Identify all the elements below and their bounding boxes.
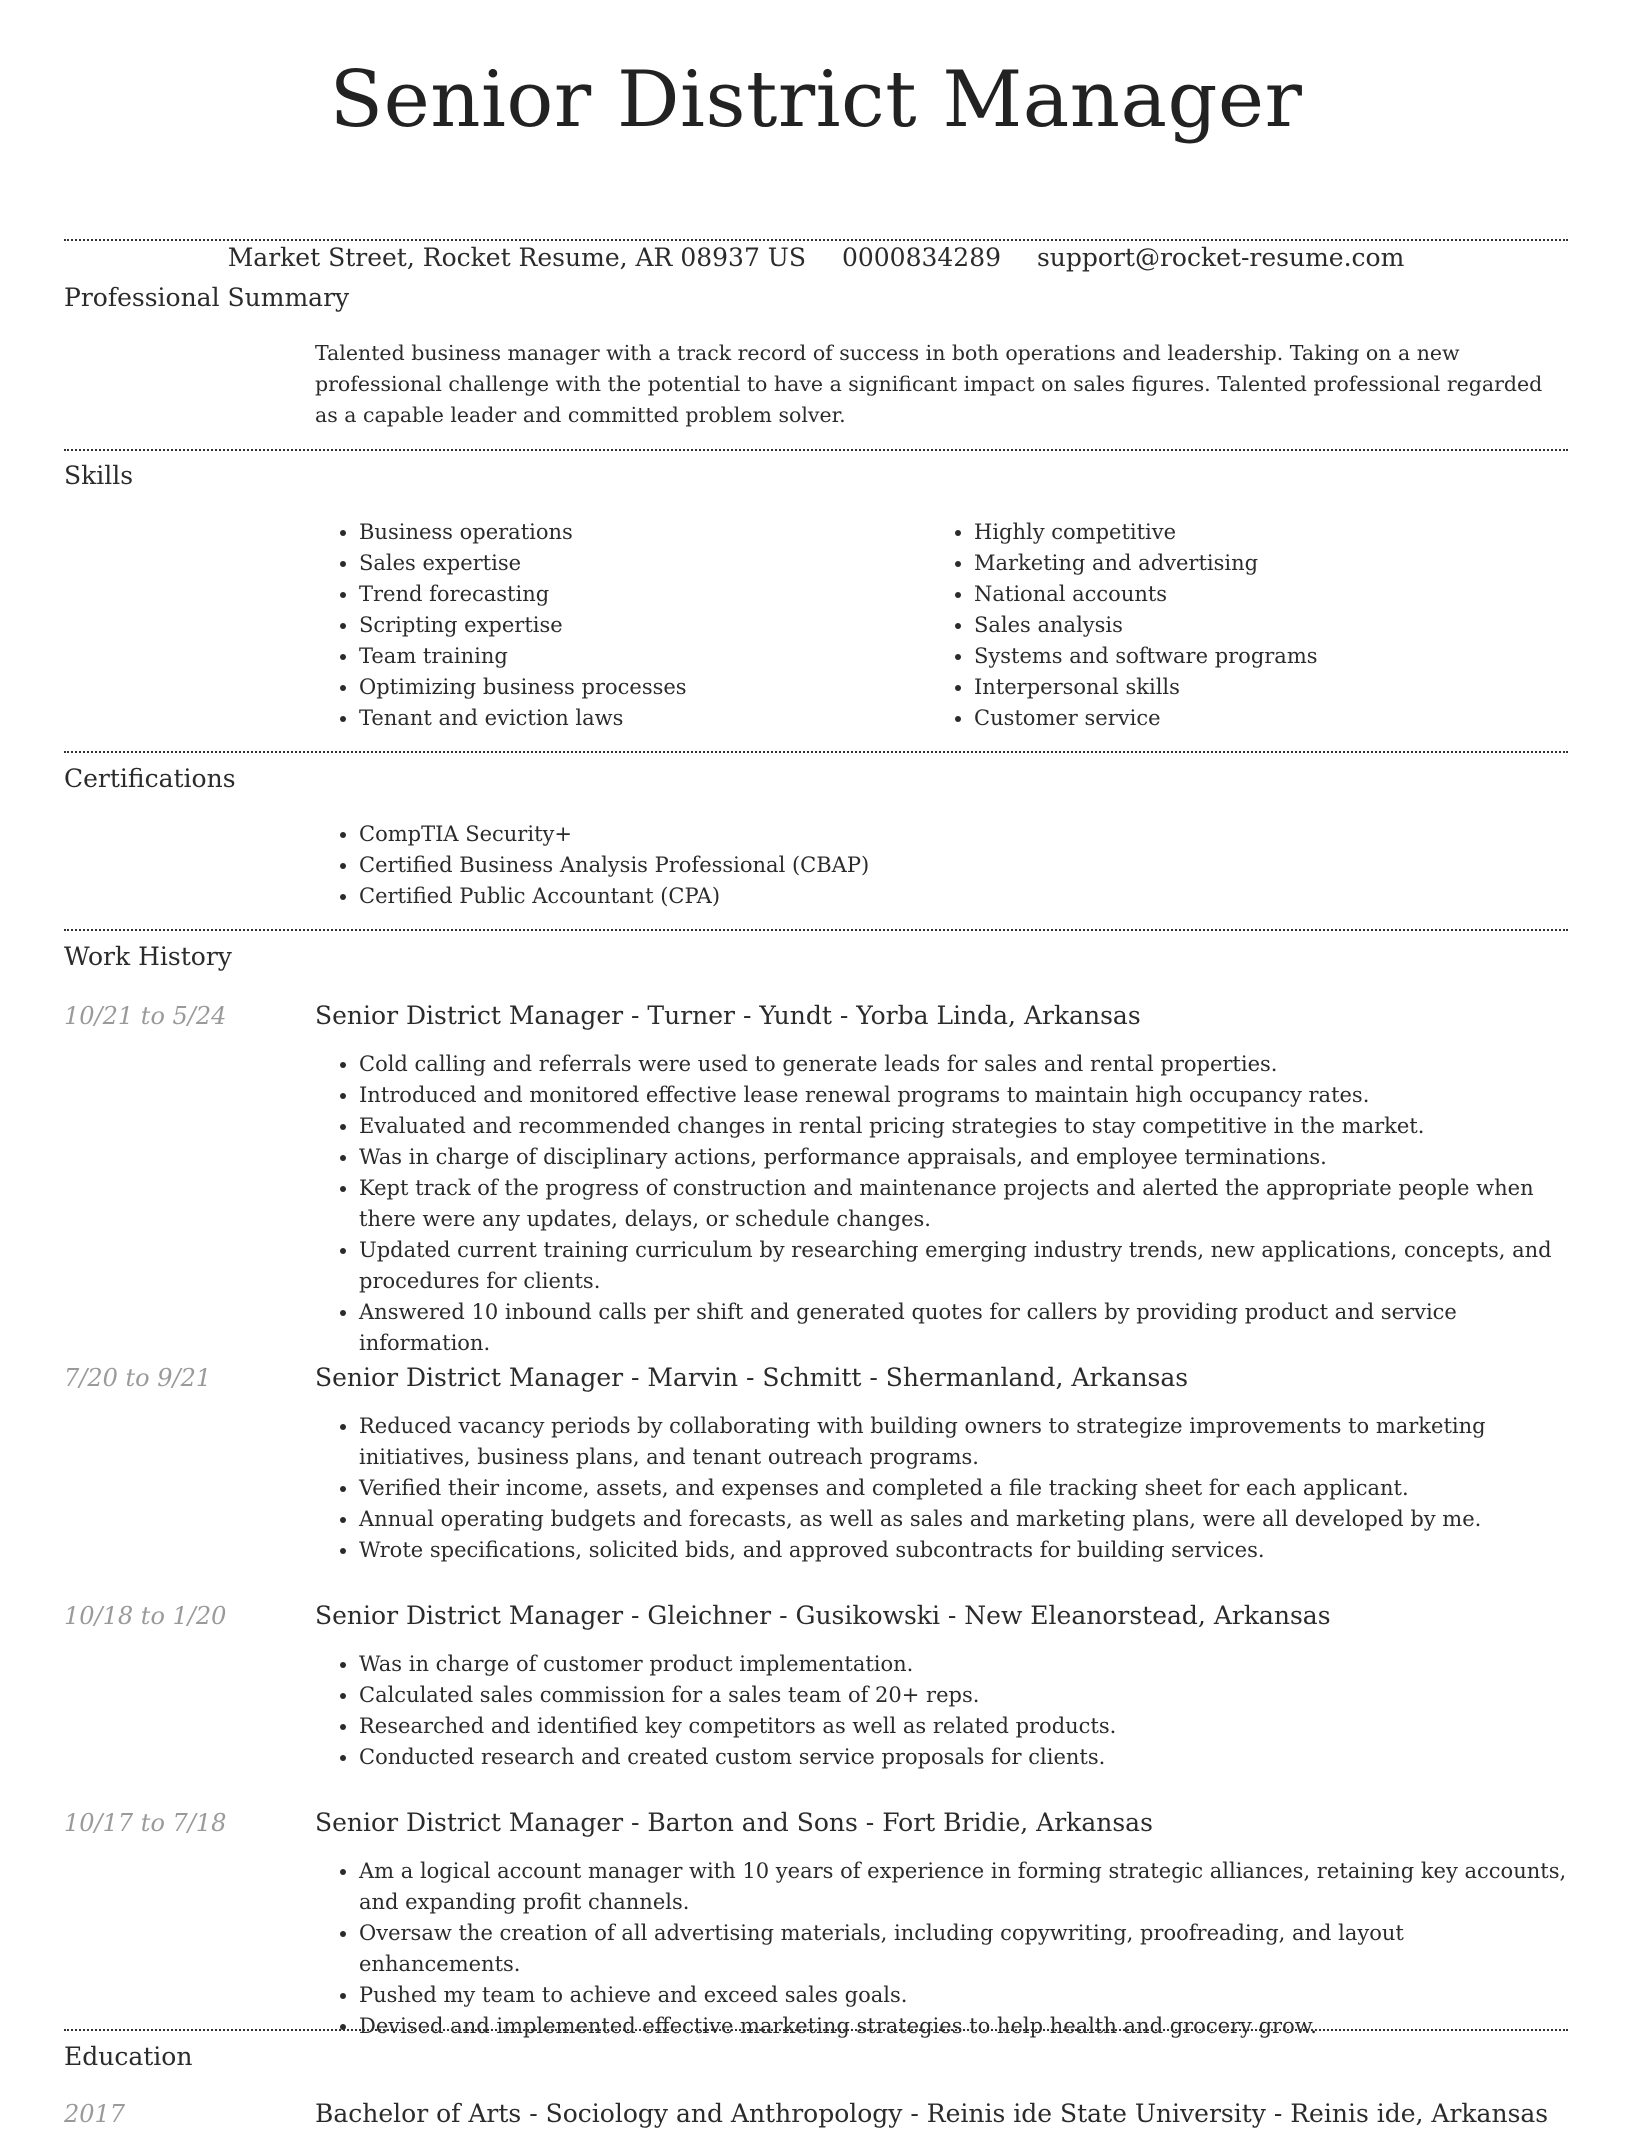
job-dates: 10/21 to 5/24 — [64, 1002, 227, 1030]
job-bullet: • Conducted research and created custom service proposals for clients. — [359, 1742, 1570, 1773]
job-dates: 7/20 to 9/21 — [64, 1364, 212, 1392]
skill-item: • Business operations — [359, 517, 930, 548]
certification-item: • Certified Public Accountant (CPA) — [359, 881, 1565, 912]
job-bullet: • Kept track of the progress of construction and maintenance projects and alerted the appropriate people when there were any updates, delays, or schedule changes. — [359, 1173, 1570, 1235]
skill-item: • National accounts — [974, 579, 1550, 610]
resume-page — [64, 0, 1568, 2128]
contact-phone: 0000834289 — [841, 243, 1002, 272]
education-entry: Bachelor of Arts - Sociology and Anthropology - Reinis ide State University - Reinis ide, Arkansas — [315, 2099, 1549, 2128]
skill-item: • Sales expertise — [359, 548, 930, 579]
job-bullet: • Calculated sales commission for a sales team of 20+ reps. — [359, 1680, 1570, 1711]
skills-right-column — [930, 517, 1550, 734]
skill-item: • Trend forecasting — [359, 579, 930, 610]
job-bullets — [315, 1649, 1570, 1773]
summary-text: Talented business manager with a track record of success in both operations and leadership. Taking on a new professional challenge with the potential to have a significant impact on sales figures. Talented professional regarded as a capable leader and committed problem solver. — [315, 341, 1543, 427]
skill-item: • Highly competitive — [974, 517, 1550, 548]
education-heading: Education — [64, 2042, 193, 2071]
job-bullet: • Answered 10 inbound calls per shift and generated quotes for callers by providing product and service information. — [359, 1297, 1570, 1359]
job-bullet: • Annual operating budgets and forecasts, as well as sales and marketing plans, were all developed by me. — [359, 1504, 1570, 1535]
work-history-heading: Work History — [64, 942, 232, 971]
contact-line — [64, 242, 1568, 274]
contact-address: Market Street, Rocket Resume, AR 08937 US — [227, 243, 806, 272]
skill-item: • Tenant and eviction laws — [359, 703, 930, 734]
certification-item: • Certified Business Analysis Professional (CBAP) — [359, 850, 1565, 881]
skill-item: • Customer service — [974, 703, 1550, 734]
certifications-list — [315, 819, 1565, 912]
skill-item: • Sales analysis — [974, 610, 1550, 641]
contact-email[interactable]: support@rocket-resume.com — [1036, 243, 1405, 272]
divider — [64, 929, 1568, 931]
divider — [64, 2029, 1568, 2031]
summary-heading: Professional Summary — [64, 283, 350, 312]
job-title: Senior District Manager - Turner - Yundt - Yorba Linda, Arkansas — [315, 1001, 1141, 1030]
skill-item: • Optimizing business processes — [359, 672, 930, 703]
job-bullet: • Researched and identified key competitors as well as related products. — [359, 1711, 1570, 1742]
divider — [64, 239, 1568, 241]
certification-item: • CompTIA Security+ — [359, 819, 1565, 850]
job-bullet: • Updated current training curriculum by researching emerging industry trends, new applications, concepts, and procedures for clients. — [359, 1235, 1570, 1297]
job-bullet: • Evaluated and recommended changes in rental pricing strategies to stay competitive in the market. — [359, 1111, 1570, 1142]
divider — [64, 751, 1568, 753]
job-bullet: • Verified their income, assets, and expenses and completed a file tracking sheet for each applicant. — [359, 1473, 1570, 1504]
education-dates: 2017 — [64, 2100, 126, 2128]
job-bullet: • Was in charge of customer product implementation. — [359, 1649, 1570, 1680]
job-bullet: • Reduced vacancy periods by collaborating with building owners to strategize improvements to marketing initiatives, business plans, and tenant outreach programs. — [359, 1411, 1570, 1473]
job-bullets — [315, 1856, 1570, 2042]
job-bullet: • Devised and implemented effective marketing strategies to help health and grocery grow. — [359, 2011, 1570, 2042]
job-title: Senior District Manager - Gleichner - Gusikowski - New Eleanorstead, Arkansas — [315, 1601, 1331, 1630]
job-bullet: • Was in charge of disciplinary actions, performance appraisals, and employee terminations. — [359, 1142, 1570, 1173]
job-bullet: • Wrote specifications, solicited bids, and approved subcontracts for building services. — [359, 1535, 1570, 1566]
job-dates: 10/17 to 7/18 — [64, 1809, 227, 1837]
skill-item: • Team training — [359, 641, 930, 672]
skills-left-column — [315, 517, 930, 734]
job-bullet: • Oversaw the creation of all advertising materials, including copywriting, proofreading, and layout enhancements. — [359, 1918, 1570, 1980]
job-dates: 10/18 to 1/20 — [64, 1602, 227, 1630]
skill-item: • Interpersonal skills — [974, 672, 1550, 703]
divider — [64, 449, 1568, 451]
job-bullet: • Cold calling and referrals were used to generate leads for sales and rental properties. — [359, 1049, 1570, 1080]
skill-item: • Marketing and advertising — [974, 548, 1550, 579]
job-title: Senior District Manager - Barton and Sons - Fort Bridie, Arkansas — [315, 1808, 1153, 1837]
job-title: Senior District Manager - Marvin - Schmitt - Shermanland, Arkansas — [315, 1363, 1189, 1392]
certifications-heading: Certifications — [64, 764, 236, 793]
skill-item: • Systems and software programs — [974, 641, 1550, 672]
job-bullet: • Am a logical account manager with 10 years of experience in forming strategic alliances, retaining key accounts, and expanding profit channels. — [359, 1856, 1570, 1918]
skill-item: • Scripting expertise — [359, 610, 930, 641]
resume-name: Senior District Manager — [329, 55, 1303, 145]
job-bullets — [315, 1049, 1570, 1359]
job-bullet: • Pushed my team to achieve and exceed sales goals. — [359, 1980, 1570, 2011]
job-bullets — [315, 1411, 1570, 1566]
job-bullet: • Introduced and monitored effective lease renewal programs to maintain high occupancy rates. — [359, 1080, 1570, 1111]
skills-heading: Skills — [64, 461, 134, 490]
